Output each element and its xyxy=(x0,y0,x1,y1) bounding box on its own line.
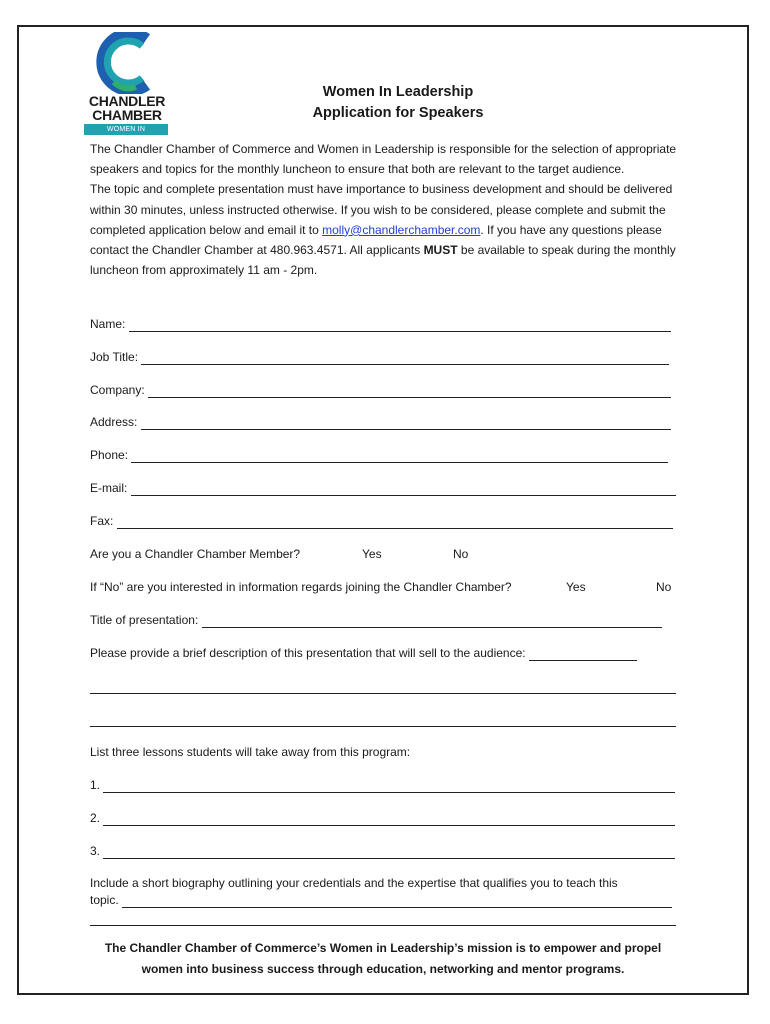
address-field[interactable] xyxy=(141,417,671,430)
biography-field[interactable] xyxy=(122,895,672,908)
biography-label-line2: topic. xyxy=(90,893,119,907)
logo-wordmark xyxy=(84,94,170,122)
email-link[interactable]: molly@chandlerchamber.com xyxy=(322,222,481,237)
description-label: Please provide a brief description of this presentation that will sell to the audience: xyxy=(90,646,526,660)
intro-text-end: be available to speak during the monthly luncheon from approximately 11 am - 2pm. xyxy=(90,243,676,278)
mission-statement xyxy=(90,938,676,980)
member-no-option[interactable]: No xyxy=(453,547,469,561)
description-line-3 xyxy=(90,711,676,727)
join-question-row xyxy=(90,579,676,595)
address-row xyxy=(90,414,676,430)
description-field-start[interactable] xyxy=(529,648,637,661)
intro-paragraph-2 xyxy=(90,179,684,280)
description-field-line-3[interactable] xyxy=(90,714,676,727)
join-no-option[interactable]: No xyxy=(656,580,672,594)
lesson-1-field[interactable] xyxy=(103,780,675,793)
email-row xyxy=(90,480,676,496)
presentation-title-field[interactable] xyxy=(202,615,662,628)
title-line2: Application for Speakers xyxy=(312,105,484,121)
must-emphasis: MUST xyxy=(423,243,458,258)
job-title-field[interactable] xyxy=(141,352,669,365)
lesson-2-number: 2. xyxy=(90,811,101,825)
fax-field[interactable] xyxy=(117,516,673,529)
address-label: Address: xyxy=(90,415,138,429)
phone-label: Phone: xyxy=(90,448,129,462)
member-question-label: Are you a Chandler Chamber Member? xyxy=(90,547,301,561)
phone-row xyxy=(90,447,676,463)
intro-paragraph-1: The Chandler Chamber of Commerce and Women in Leadership is responsible for the selection of appropriate speakers and topics for the monthly luncheon to ensure that both are relevant to the target audience. xyxy=(90,142,677,177)
logo-tagline: WOMEN IN LEADERSHIP xyxy=(84,124,168,135)
phone-field[interactable] xyxy=(131,450,668,463)
name-label: Name: xyxy=(90,317,126,331)
biography-label-line1: Include a short biography outlining your credentials and the expertise that qualifies you to teach this xyxy=(90,876,618,890)
lesson-3-field[interactable] xyxy=(103,846,675,859)
intro-text-after-link: . If you have any questions please contact the Chandler Chamber at 480.963.4571. All applicants xyxy=(90,222,662,258)
lesson-1-row xyxy=(90,777,676,793)
join-question-label: If “No” are you interested in information regards joining the Chandler Chamber? xyxy=(90,580,512,594)
name-field[interactable] xyxy=(129,319,671,332)
intro-text xyxy=(90,139,684,280)
lesson-2-field[interactable] xyxy=(103,813,675,826)
chandler-chamber-logo xyxy=(84,32,170,144)
presentation-title-row xyxy=(90,612,676,628)
lessons-label: List three lessons students will take away from this program: xyxy=(90,745,411,759)
lessons-row xyxy=(90,744,676,760)
lesson-3-number: 3. xyxy=(90,844,101,858)
fax-row xyxy=(90,513,676,529)
job-title-row xyxy=(90,349,676,365)
company-field[interactable] xyxy=(148,385,671,398)
email-label: E-mail: xyxy=(90,481,128,495)
join-yes-option[interactable]: Yes xyxy=(566,580,586,594)
name-row xyxy=(90,316,676,332)
logo-name-line2: CHAMBER xyxy=(92,107,162,123)
mission-line2: women into business success through education, networking and mentor programs. xyxy=(141,962,625,976)
member-question-row xyxy=(90,546,676,562)
intro-text-before-link: The topic and complete presentation must have importance to business development and should be delivered within 30 minutes, unless instructed otherwise. If you wish to be considered, please complete and submit the completed application below and email it to xyxy=(90,182,673,237)
biography-label-row xyxy=(90,875,676,891)
biography-line-2 xyxy=(90,910,676,926)
lesson-2-row xyxy=(90,810,676,826)
description-row xyxy=(90,645,676,661)
logo-name-line1: CHANDLER xyxy=(88,93,166,109)
page-title xyxy=(230,82,566,124)
job-title-label: Job Title: xyxy=(90,350,139,364)
biography-field-line-2[interactable] xyxy=(90,913,676,926)
mission-line1: The Chandler Chamber of Commerce’s Women in Leadership’s mission is to empower and propel xyxy=(104,941,662,955)
company-label: Company: xyxy=(90,383,145,397)
description-field-line-2[interactable] xyxy=(90,681,676,694)
member-yes-option[interactable]: Yes xyxy=(362,547,382,561)
lesson-1-number: 1. xyxy=(90,778,101,792)
biography-row xyxy=(90,892,676,908)
chamber-c-logo-icon xyxy=(84,32,170,94)
presentation-title-label: Title of presentation: xyxy=(90,613,199,627)
company-row xyxy=(90,382,676,398)
email-field[interactable] xyxy=(131,483,676,496)
description-line-2 xyxy=(90,678,676,694)
fax-label: Fax: xyxy=(90,514,114,528)
title-line1: Women In Leadership xyxy=(322,84,474,100)
lesson-3-row xyxy=(90,843,676,859)
